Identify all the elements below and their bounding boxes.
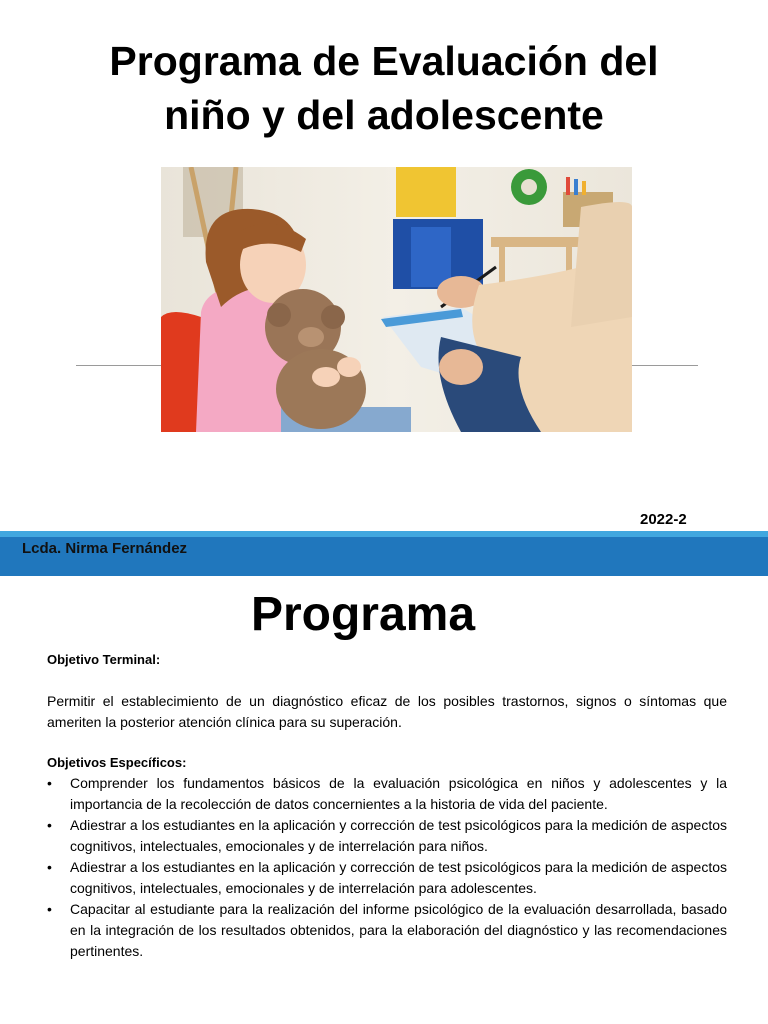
bullet-icon: • [47,775,52,791]
program-heading: Programa [250,588,476,641]
author-name: Lcda. Nirma Fernández [22,540,188,557]
list-item [47,815,727,857]
list-item-text: Comprender los fundamentos básicos de la evaluación psicológica en niños y adolescentes y la importancia de la recolección de datos concernientes a la historia de vida del paciente. [70,775,727,812]
divider-left [76,365,162,366]
list-item-text: Capacitar al estudiante para la realización del informe psicológico de la evaluación desarrollada, basado en la integración de los resultados obtenidos, para la elaboración del diagnóstico y las recomendaciones pertinentes. [70,901,727,959]
list-item [47,773,727,815]
footer-band [0,537,768,576]
specific-objectives-list [47,773,727,962]
cover-title-line1: Programa de Evaluación del [109,38,659,84]
bullet-icon: • [47,817,52,833]
bullet-icon: • [47,901,52,917]
cover-title [60,34,708,142]
divider-right [632,365,698,366]
list-item-text: Adiestrar a los estudiantes en la aplicación y corrección de test psicológicos para la medición de aspectos cognitivos, intelectuales, emocionales y de interrelación para adolescentes. [70,859,727,896]
terminal-objective-text: Permitir el establecimiento de un diagnóstico eficaz de los posibles trastornos, signos o síntomas que ameriten la posterior atención clínica para su superación. [47,693,727,730]
year-label: 2022-2 [640,511,687,528]
program-slide [0,580,768,1024]
terminal-objective-label: Objetivo Terminal: [47,652,161,667]
cover-title-line2: niño y del adolescente [164,92,604,138]
list-item-text: Adiestrar a los estudiantes en la aplicación y corrección de test psicológicos para la medición de aspectos cognitivos, intelectuales, emocionales y de interrelación para niños. [70,817,727,854]
specific-objectives-label: Objetivos Específicos: [47,755,187,770]
list-item [47,857,727,899]
list-item [47,899,727,962]
bullet-icon: • [47,859,52,875]
child-evaluation-photo [161,167,632,432]
